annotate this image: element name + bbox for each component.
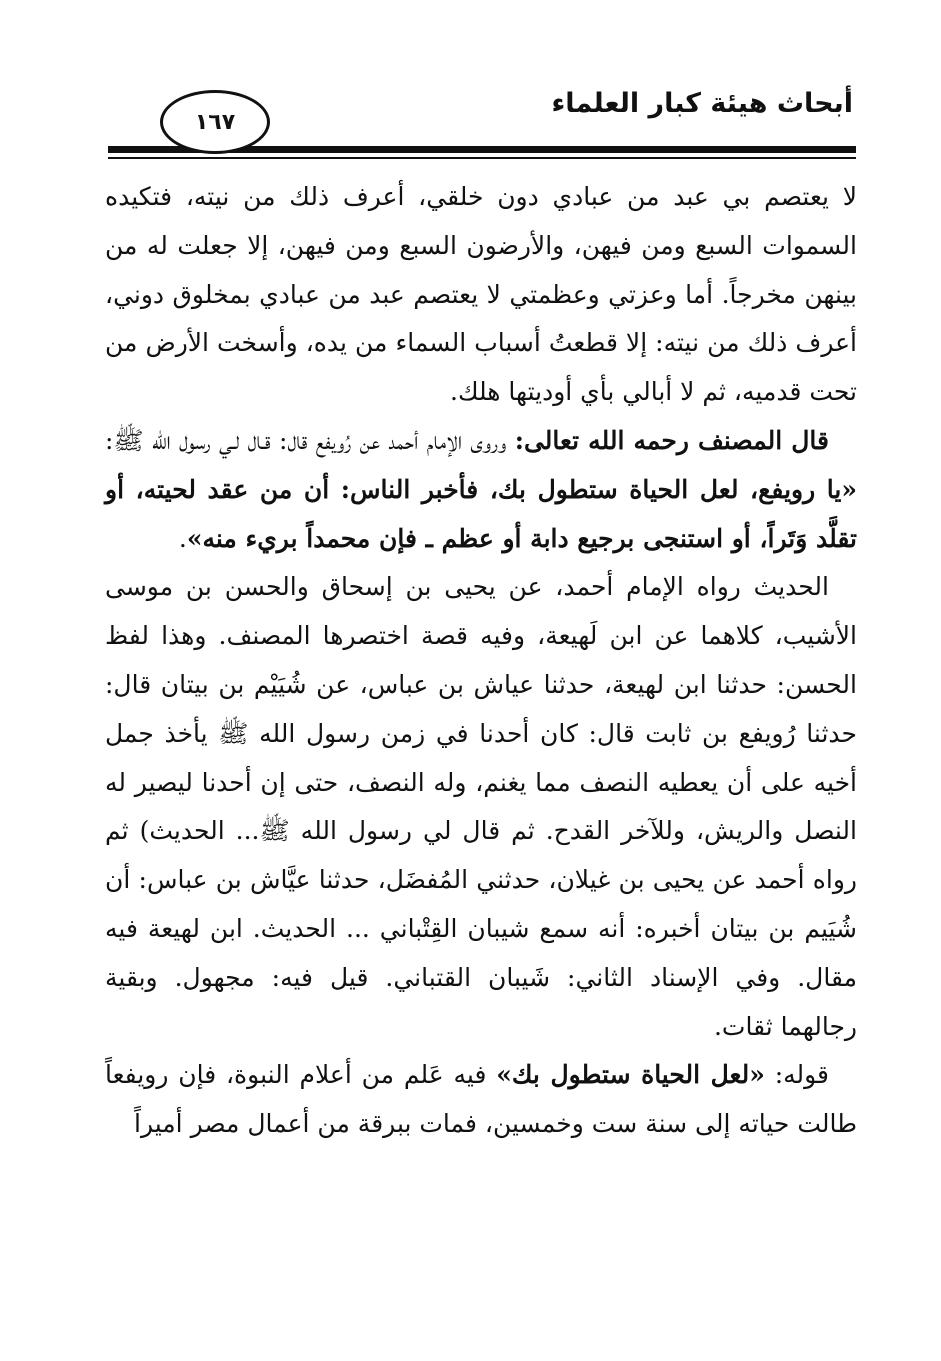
running-title: أبحاث هيئة كبار العلماء	[551, 88, 853, 119]
paragraph-4-text: فيه عَلم من أعلام النبوة، فإن رويفعاً طالت حياته إلى سنة ست وخمسين، فمات ببرقة من أعمال مصر أميراً	[105, 1060, 857, 1139]
page-number: ١٦٧	[194, 109, 236, 135]
paragraph-2	[105, 417, 857, 563]
paragraph-2-text: وروى الإمام أحمد عن رُويفع قال: قـال لـي رسول الله ﷺ:	[105, 425, 515, 455]
paragraph-4	[105, 1051, 857, 1149]
paragraph-4-lead: قوله:	[764, 1060, 830, 1090]
page-header	[0, 0, 941, 175]
quoted-phrase: «لعل الحياة ستطول بك»	[496, 1060, 765, 1090]
body-text	[105, 173, 857, 1149]
paragraph-1: لا يعتصم بي عبد من عبادي دون خلقي، أعرف ذلك من نيته، فتكيده السموات السبع ومن فيهن، والأرضون السبع ومن فيهن، إلا جعلت له من بينهن مخرجاً. أما وعزتي وعظمتي لا يعتصم عبد من عبادي بمخلوق دوني، أعرف ذلك من نيته: إلا قطعتُ أسباب السماء من يده، وأسخت الأرض من تحت قدميه، ثم لا أبالي بأي أوديتها هلك.	[105, 182, 857, 407]
paragraph-2-end: .	[178, 523, 187, 553]
paragraph-3: الحديث رواه الإمام أحمد، عن يحيى بن إسحاق والحسن بن موسى الأشيب، كلاهما عن ابن لَهيعة، وفيه قصة اختصرها المصنف. وهذا لفظ الحسن: حدثنا ابن لهيعة، حدثنا عياش بن عباس، عن شُيَيْم بن بيتان قال: حدثنا رُويفع بن ثابت قال: كان أحدنا في زمن رسول الله ﷺ يأخذ جمل أخيه على أن يعطيه النصف مما يغنم، وله النصف، حتى إن أحدنا ليصير له النصل والريش، وللآخر القدح. ثم قال لي رسول الله ﷺ... الحديث) ثم رواه أحمد عن يحيى بن غيلان، حدثني المُفضَل، حدثنا عيَّاش بن عباس: أن شُيَيم بن بيتان أخبره: أنه سمع شيبان القِتْباني ... الحديث. ابن لهيعة فيه مقال. وفي الإسناد الثاني: شَيبان القتباني. قيل فيه: مجهول. وبقية رجالهما ثقات.	[105, 572, 857, 1041]
page-number-oval	[160, 90, 270, 154]
author-lead: قال المصنف رحمه الله تعالى:	[514, 425, 829, 455]
hadith-quote: «يا رويفع، لعل الحياة ستطول بك، فأخبر الناس: أن من عقد لحيته، أو تقلَّد وَتَراً، أو استنجى برجيع دابة أو عظم ـ فإن محمداً بريء منه»	[105, 474, 857, 553]
header-rule-thin	[108, 157, 856, 159]
